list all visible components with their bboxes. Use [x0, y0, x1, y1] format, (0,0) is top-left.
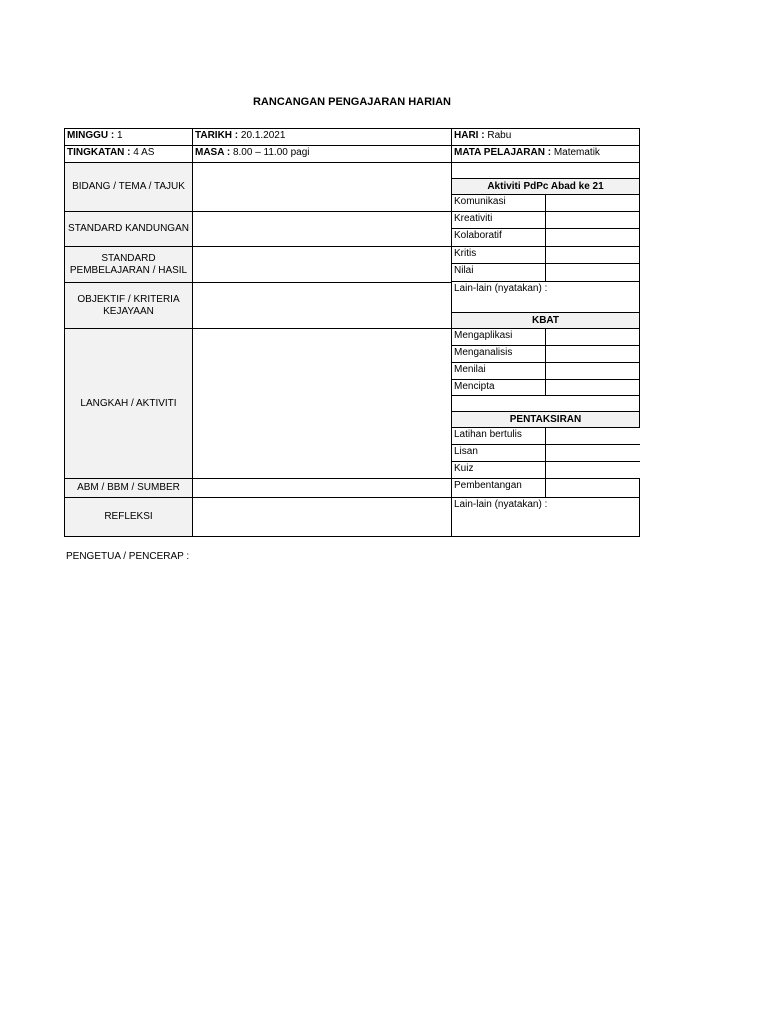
pentaksiran-header [451, 411, 640, 428]
mata-pelajaran-cell [451, 145, 640, 163]
kbat-header-text: KBAT [531, 314, 560, 326]
tarikh-value: 20.1.2021 [240, 130, 286, 141]
kbat-item-menilai: Menilai [451, 362, 546, 380]
kbat-item-mengaplikasi: Mengaplikasi [451, 328, 546, 346]
langkah-text: LANGKAH / AKTIVITI [80, 397, 177, 409]
tingkatan-value: 4 AS [133, 147, 155, 158]
langkah-label [64, 328, 193, 479]
pentaksiran-item-lisan: Lisan [451, 444, 546, 462]
aktiviti-other[interactable]: Lain-lain (nyatakan) : [451, 281, 640, 313]
standard-pembelajaran-field[interactable] [192, 246, 452, 283]
kbat-check-menganalisis[interactable] [545, 345, 640, 363]
blank-row-2 [451, 395, 640, 412]
abm-text: ABM / BBM / SUMBER [77, 482, 180, 493]
pentaksiran-item-pembentangan: Pembentangan [451, 478, 546, 498]
aktiviti-header [451, 178, 640, 195]
minggu-value: 1 [117, 130, 123, 141]
mata-pelajaran-value: Matematik [553, 147, 600, 158]
aktiviti-item-kritis: Kritis [451, 246, 546, 264]
pentaksiran-check-kuiz[interactable] [545, 461, 640, 479]
standard-kandungan-field[interactable] [192, 211, 452, 247]
hari-label: HARI : [454, 130, 485, 141]
aktiviti-header-text: Aktiviti PdPc Abad ke 21 [487, 180, 604, 192]
objektif-line1: OBJEKTIF / KRITERIA [77, 293, 180, 305]
tarikh-cell [192, 128, 452, 146]
pentaksiran-item-latihan: Latihan bertulis [451, 427, 546, 445]
aktiviti-item-kreativiti: Kreativiti [451, 211, 546, 229]
refleksi-text: REFLEKSI [104, 511, 153, 522]
abm-field[interactable] [192, 478, 452, 498]
kbat-header [451, 312, 640, 329]
aktiviti-check-kritis[interactable] [545, 246, 640, 264]
pengetua-pencerap-label: PENGETUA / PENCERAP : [66, 551, 190, 562]
langkah-field[interactable] [192, 328, 452, 479]
aktiviti-check-kreativiti[interactable] [545, 211, 640, 229]
tarikh-label: TARIKH : [195, 130, 239, 141]
masa-value: 8.00 – 11.00 pagi [232, 147, 310, 158]
standard-pembelajaran-label [64, 246, 193, 283]
masa-cell [192, 145, 452, 163]
refleksi-field[interactable] [192, 497, 452, 537]
pentaksiran-item-kuiz: Kuiz [451, 461, 546, 479]
hari-value: Rabu [487, 130, 512, 141]
pentaksiran-other[interactable]: Lain-lain (nyatakan) : [451, 497, 640, 537]
tingkatan-cell [64, 145, 193, 163]
aktiviti-item-kolaboratif: Kolaboratif [451, 228, 546, 247]
blank-row-1 [451, 162, 640, 179]
aktiviti-check-nilai[interactable] [545, 263, 640, 282]
aktiviti-check-kolaboratif[interactable] [545, 228, 640, 247]
objektif-label [64, 282, 193, 329]
minggu-cell [64, 128, 193, 146]
pentaksiran-header-text: PENTAKSIRAN [509, 413, 582, 425]
abm-label [64, 478, 193, 498]
pentaksiran-check-latihan[interactable] [545, 427, 640, 445]
standard-kandungan-label [64, 211, 193, 247]
aktiviti-item-nilai: Nilai [451, 263, 546, 282]
bidang-label [64, 162, 193, 212]
pentaksiran-check-pembentangan[interactable] [545, 478, 640, 498]
kbat-check-mencipta[interactable] [545, 379, 640, 396]
pentaksiran-check-lisan[interactable] [545, 444, 640, 462]
bidang-text: BIDANG / TEMA / TAJUK [72, 181, 185, 192]
hari-cell [451, 128, 640, 146]
refleksi-label [64, 497, 193, 537]
kbat-check-mengaplikasi[interactable] [545, 328, 640, 346]
tingkatan-label: TINGKATAN : [67, 147, 131, 158]
masa-label: MASA : [195, 147, 231, 158]
standard-kandungan-text: STANDARD KANDUNGAN [68, 223, 189, 234]
minggu-label: MINGGU : [67, 130, 115, 141]
aktiviti-check-komunikasi[interactable] [545, 194, 640, 212]
document-title: RANCANGAN PENGAJARAN HARIAN [252, 96, 451, 108]
aktiviti-item-komunikasi: Komunikasi [451, 194, 546, 212]
kbat-item-menganalisis: Menganalisis [451, 345, 546, 363]
standard-pembelajaran-line2: PEMBELAJARAN / HASIL [69, 264, 188, 276]
objektif-field[interactable] [192, 282, 452, 329]
bidang-field[interactable] [192, 162, 452, 212]
kbat-check-menilai[interactable] [545, 362, 640, 380]
objektif-line2: KEJAYAAN [103, 305, 154, 317]
mata-pelajaran-label: MATA PELAJARAN : [454, 147, 552, 158]
standard-pembelajaran-line1: STANDARD [101, 252, 156, 264]
kbat-item-mencipta: Mencipta [451, 379, 546, 396]
